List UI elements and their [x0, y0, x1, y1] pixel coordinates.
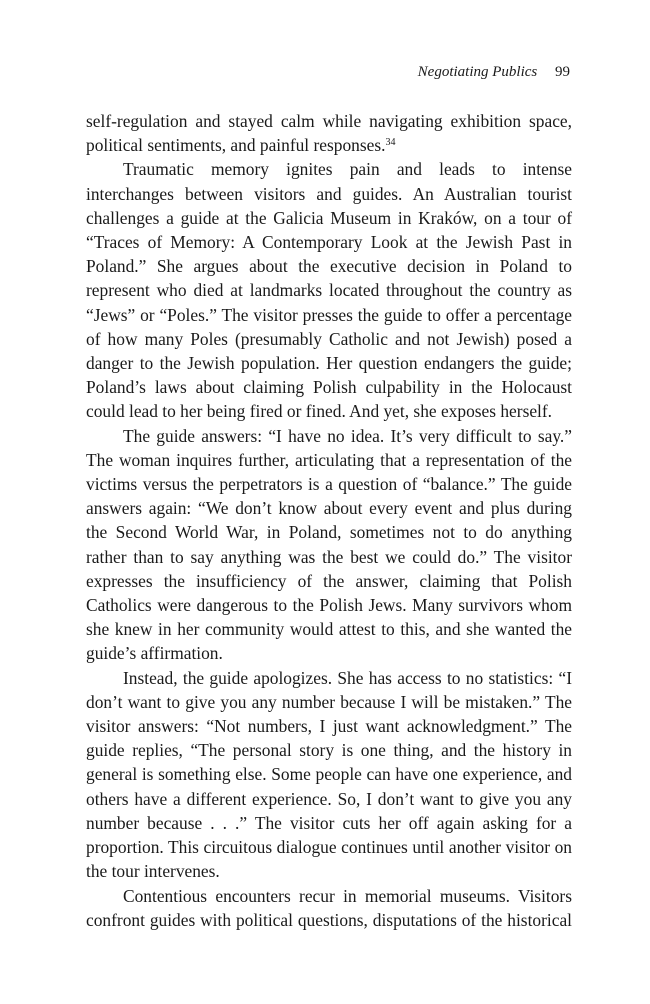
footnote-marker: 34 — [385, 137, 396, 149]
paragraph-1 — [86, 109, 572, 157]
running-title: Negotiating Publics — [417, 64, 538, 80]
paragraph-1-text: self-regulation and stayed calm while navigating exhibition space, political sentiments, and painful responses. — [86, 111, 572, 156]
running-head — [418, 62, 570, 82]
paragraph-5: Contentious encounters recur in memorial museums. Visitors confront guides with political questions, disputations of the historical — [86, 885, 572, 930]
paragraph-4: Instead, the guide apologizes. She has access to no statistics: “I don’t want to give you any number because I will be mistaken.” The visitor answers: “Not numbers, I just want acknowledgment.” The guide replies, “The personal story is one thing, and the history in general is something else. Some people can have one experience, and others have a different experience. So, I don’t want to give you any number because . . .” The visitor cuts her off again asking for a proportion. This circuitous dialogue continues until another visitor on the tour intervenes. — [86, 667, 572, 882]
body-text — [86, 109, 572, 932]
paragraph-3: The guide answers: “I have no idea. It’s very difficult to say.” The woman inquires further, articulating that a representation of the victims versus the perpetrators is a question of “balance.” The guide answers again: “We don’t know about every event and plus during the Second World War, in Poland, sometimes not to do anything rather than to say anything was the best we could do.” The visitor expresses the insufficiency of the answer, claiming that Polish Catholics were dangerous to the Polish Jews. Many survivors whom she knew in her community would attest to this, and she wanted the guide’s affirmation. — [86, 425, 572, 664]
paragraph-2: Traumatic memory ignites pain and leads to intense interchanges between visitors and guides. An Australian tourist challenges a guide at the Galicia Museum in Kraków, on a tour of “Traces of Memory: A Contemporary Look at the Jewish Past in Poland.” She argues about the executive decision in Poland to represent who died at landmarks located throughout the country as “Jews” or “Poles.” The visitor presses the guide to offer a percentage of how many Poles (presumably Catholic and not Jewish) posed a danger to the Jewish population. Her question endangers the guide; Poland’s laws about claiming Polish culpability in the Holocaust could lead to her being fired or fined. And yet, she exposes herself. — [86, 159, 572, 422]
page-number: 99 — [555, 64, 570, 80]
